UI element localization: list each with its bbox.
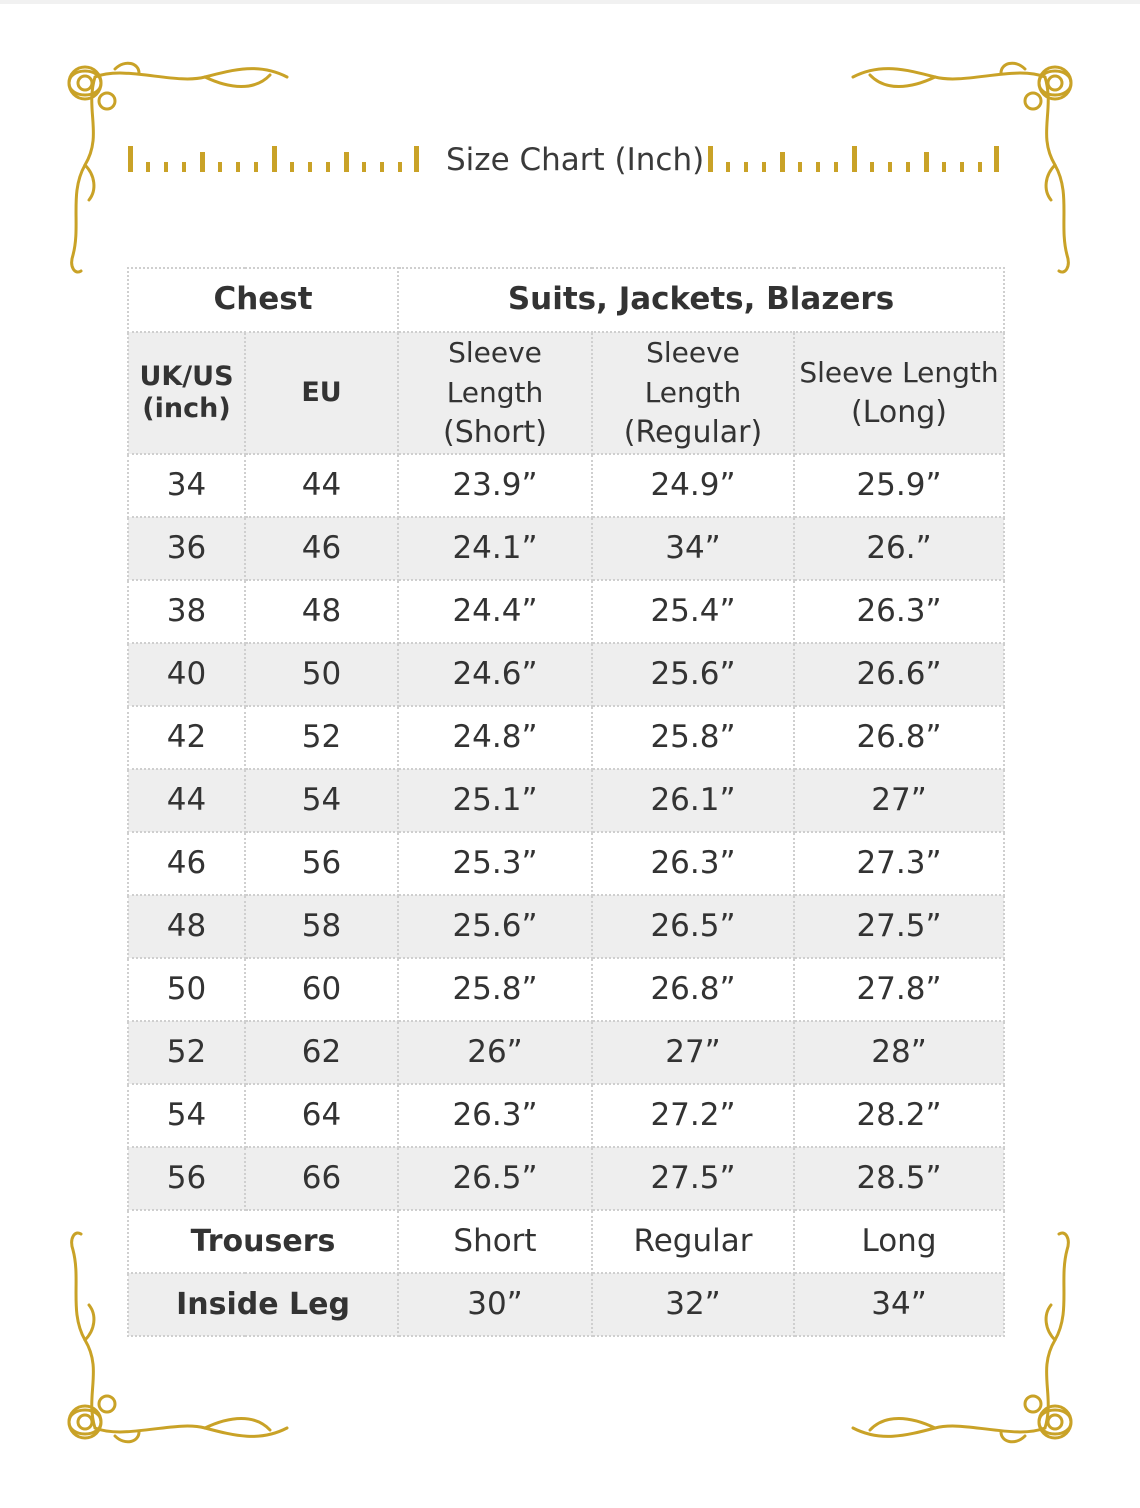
- col-short-line2: Length: [446, 376, 544, 409]
- cell-short: 24.6”: [398, 643, 592, 706]
- cell-ukus: 54: [128, 1084, 245, 1147]
- suits-header: Suits, Jackets, Blazers: [398, 268, 1004, 332]
- cell-short: 26”: [398, 1021, 592, 1084]
- cell-eu: 50: [245, 643, 398, 706]
- table-row: [128, 643, 1004, 706]
- cell-long: 27.5”: [794, 895, 1004, 958]
- cell-long: 28”: [794, 1021, 1004, 1084]
- cell-eu: 64: [245, 1084, 398, 1147]
- col-regular-line2: Length: [644, 376, 742, 409]
- trousers-label: Trousers: [128, 1210, 398, 1273]
- table-row: [128, 517, 1004, 580]
- cell-eu: 46: [245, 517, 398, 580]
- cell-ukus: 36: [128, 517, 245, 580]
- cell-regular: 26.5”: [592, 895, 794, 958]
- cell-ukus: 46: [128, 832, 245, 895]
- cell-regular: 27.2”: [592, 1084, 794, 1147]
- cell-eu: 60: [245, 958, 398, 1021]
- table-row: [128, 958, 1004, 1021]
- cell-long: 27”: [794, 769, 1004, 832]
- cell-eu: 52: [245, 706, 398, 769]
- cell-long: 26.8”: [794, 706, 1004, 769]
- inside-leg-long: 34”: [794, 1273, 1004, 1336]
- cell-long: 26.3”: [794, 580, 1004, 643]
- col-ukus-line2: (inch): [142, 393, 231, 424]
- table-row: [128, 1147, 1004, 1210]
- col-ukus-line1: UK/US: [139, 360, 234, 392]
- col-long-header: [794, 332, 1004, 454]
- cell-ukus: 34: [128, 454, 245, 517]
- table-row: [128, 706, 1004, 769]
- cell-short: 24.1”: [398, 517, 592, 580]
- trousers-regular: Regular: [592, 1210, 794, 1273]
- cell-ukus: 44: [128, 769, 245, 832]
- top-border-line: [0, 0, 1140, 4]
- table-row: [128, 1021, 1004, 1084]
- cell-eu: 58: [245, 895, 398, 958]
- cell-long: 27.3”: [794, 832, 1004, 895]
- cell-long: 26.6”: [794, 643, 1004, 706]
- col-ukus-header: [128, 332, 245, 454]
- cell-regular: 27.5”: [592, 1147, 794, 1210]
- cell-regular: 24.9”: [592, 454, 794, 517]
- cell-ukus: 40: [128, 643, 245, 706]
- cell-regular: 25.4”: [592, 580, 794, 643]
- cell-regular: 26.8”: [592, 958, 794, 1021]
- cell-ukus: 42: [128, 706, 245, 769]
- col-short-line3: (Short): [443, 415, 547, 450]
- table-row: [128, 454, 1004, 517]
- cell-short: 24.8”: [398, 706, 592, 769]
- size-chart-table: [127, 267, 1005, 1337]
- inside-leg-row: [128, 1273, 1004, 1336]
- trousers-row: [128, 1210, 1004, 1273]
- trousers-long: Long: [794, 1210, 1004, 1273]
- cell-short: 26.3”: [398, 1084, 592, 1147]
- cell-eu: 54: [245, 769, 398, 832]
- table-row: [128, 1084, 1004, 1147]
- col-long-line1: Sleeve Length: [799, 356, 999, 389]
- cell-eu: 66: [245, 1147, 398, 1210]
- col-eu-header: EU: [245, 332, 398, 454]
- col-short-header: [398, 332, 592, 454]
- cell-eu: 62: [245, 1021, 398, 1084]
- table-row: [128, 832, 1004, 895]
- cell-ukus: 56: [128, 1147, 245, 1210]
- col-regular-line1: Sleeve: [646, 336, 740, 369]
- cell-regular: 26.1”: [592, 769, 794, 832]
- cell-long: 28.2”: [794, 1084, 1004, 1147]
- table-row: [128, 769, 1004, 832]
- cell-short: 26.5”: [398, 1147, 592, 1210]
- cell-regular: 34”: [592, 517, 794, 580]
- inside-leg-regular: 32”: [592, 1273, 794, 1336]
- table-row: [128, 580, 1004, 643]
- cell-long: 28.5”: [794, 1147, 1004, 1210]
- inside-leg-short: 30”: [398, 1273, 592, 1336]
- cell-long: 25.9”: [794, 454, 1004, 517]
- cell-regular: 27”: [592, 1021, 794, 1084]
- cell-long: 26.”: [794, 517, 1004, 580]
- cell-short: 23.9”: [398, 454, 592, 517]
- cell-short: 25.8”: [398, 958, 592, 1021]
- cell-regular: 25.8”: [592, 706, 794, 769]
- col-regular-header: [592, 332, 794, 454]
- cell-ukus: 38: [128, 580, 245, 643]
- cell-short: 24.4”: [398, 580, 592, 643]
- header-row-main: [128, 268, 1004, 332]
- title-row: [0, 128, 1140, 192]
- trousers-short: Short: [398, 1210, 592, 1273]
- cell-long: 27.8”: [794, 958, 1004, 1021]
- cell-short: 25.3”: [398, 832, 592, 895]
- cell-short: 25.6”: [398, 895, 592, 958]
- cell-ukus: 50: [128, 958, 245, 1021]
- col-short-line1: Sleeve: [448, 336, 542, 369]
- ruler-right-icon: [708, 146, 1000, 174]
- header-row-columns: [128, 332, 1004, 454]
- cell-eu: 56: [245, 832, 398, 895]
- cell-regular: 25.6”: [592, 643, 794, 706]
- cell-eu: 44: [245, 454, 398, 517]
- chest-header: Chest: [128, 268, 398, 332]
- ruler-left-icon: [128, 146, 420, 174]
- cell-ukus: 52: [128, 1021, 245, 1084]
- cell-ukus: 48: [128, 895, 245, 958]
- table-row: [128, 895, 1004, 958]
- col-regular-line3: (Regular): [623, 415, 763, 450]
- cell-short: 25.1”: [398, 769, 592, 832]
- cell-regular: 26.3”: [592, 832, 794, 895]
- col-long-line2: (Long): [851, 395, 948, 430]
- inside-leg-label: Inside Leg: [128, 1273, 398, 1336]
- cell-eu: 48: [245, 580, 398, 643]
- page-title: Size Chart (Inch): [446, 142, 705, 178]
